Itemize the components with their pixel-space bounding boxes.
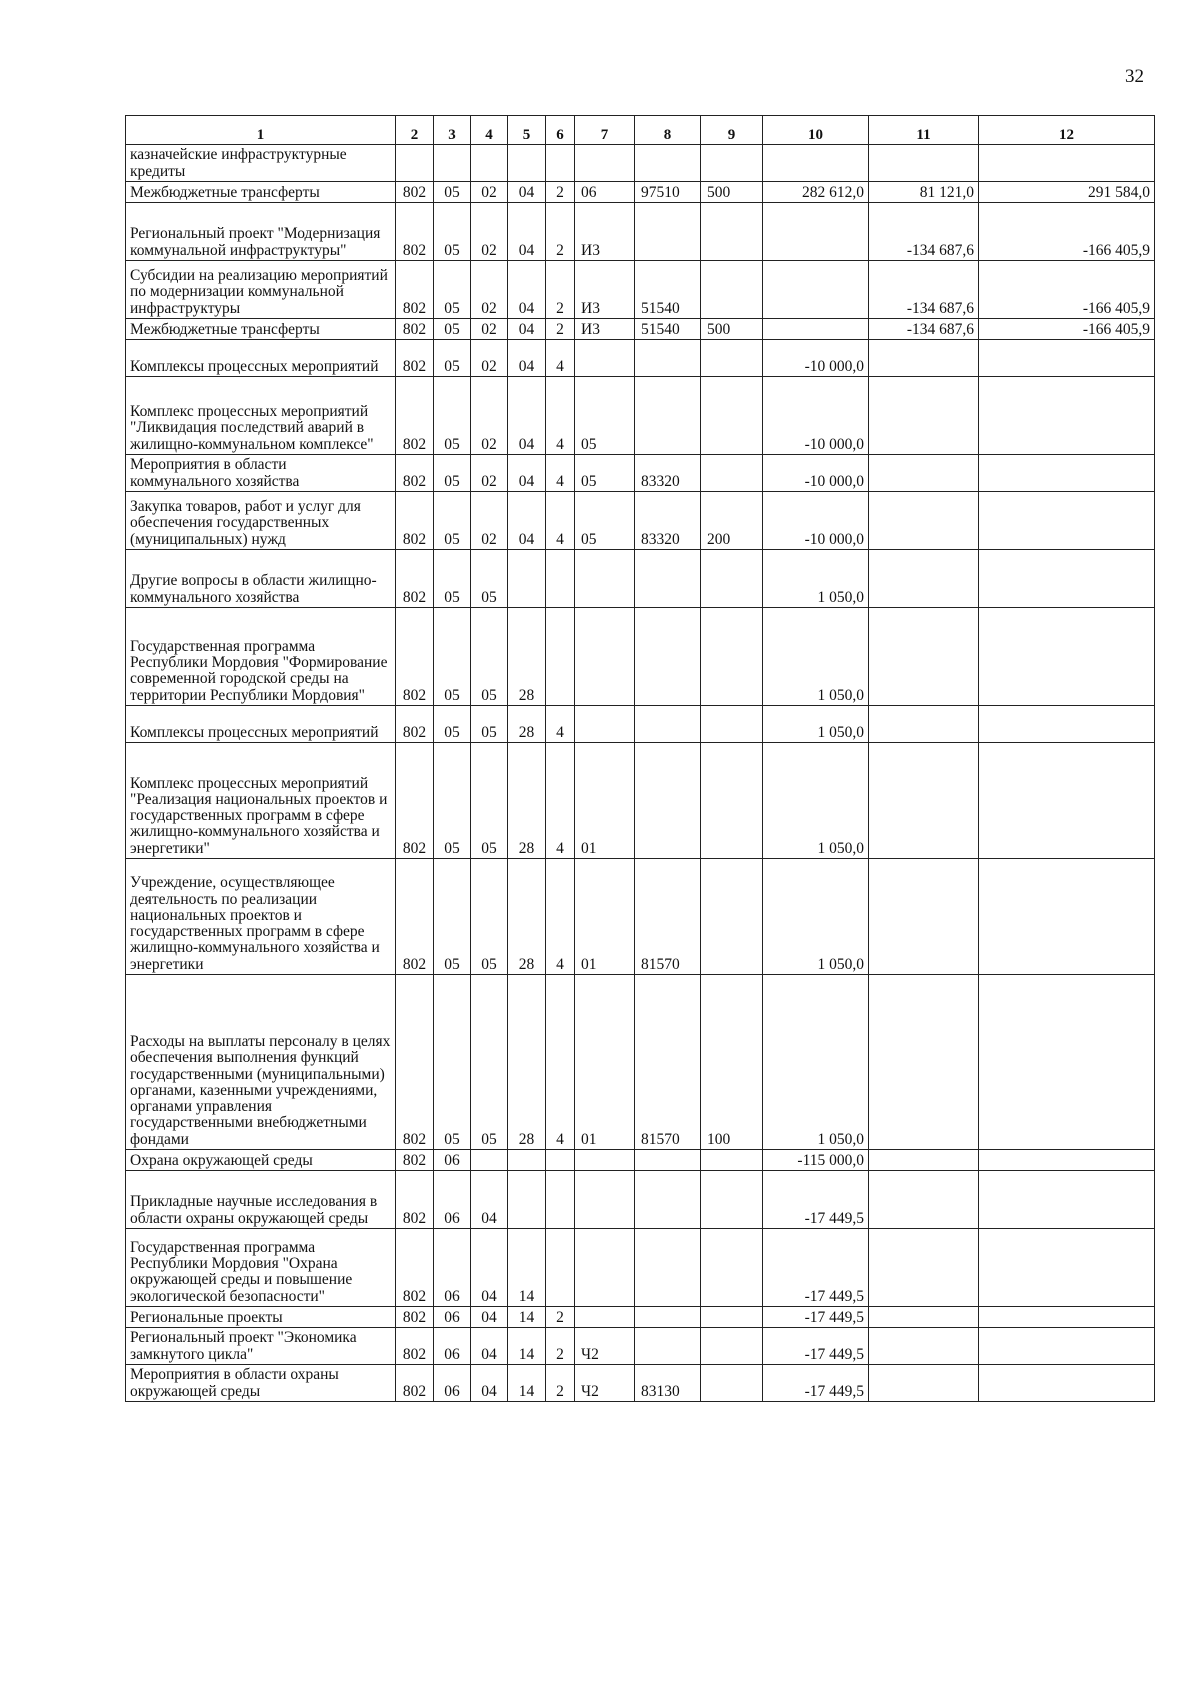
cell-col-8 bbox=[635, 203, 701, 261]
cell-col-12 bbox=[979, 1150, 1155, 1171]
row-name-cell: Мероприятия в области охраны окружающей среды bbox=[126, 1365, 396, 1402]
cell-col-6: 2 bbox=[546, 1328, 575, 1365]
cell-col-2: 802 bbox=[396, 455, 434, 492]
cell-col-3: 05 bbox=[434, 182, 471, 203]
budget-table bbox=[125, 115, 1155, 1402]
cell-col-4: 02 bbox=[471, 319, 508, 340]
header-col-12: 12 bbox=[979, 116, 1155, 145]
cell-col-9 bbox=[701, 455, 763, 492]
cell-col-11: -134 687,6 bbox=[869, 319, 979, 340]
cell-col-10: -17 449,5 bbox=[763, 1229, 869, 1307]
cell-col-11 bbox=[869, 608, 979, 706]
cell-col-7 bbox=[575, 706, 635, 743]
cell-col-7 bbox=[575, 608, 635, 706]
cell-col-5: 28 bbox=[508, 975, 546, 1150]
cell-col-11: -134 687,6 bbox=[869, 261, 979, 319]
table-row bbox=[126, 492, 1155, 550]
row-name-cell: Региональные проекты bbox=[126, 1307, 396, 1328]
cell-col-4: 02 bbox=[471, 377, 508, 455]
table-row bbox=[126, 743, 1155, 859]
row-name-cell: казначейские инфраструктурные кредиты bbox=[126, 145, 396, 182]
cell-col-3: 05 bbox=[434, 340, 471, 377]
cell-col-7: И3 bbox=[575, 203, 635, 261]
cell-col-5 bbox=[508, 550, 546, 608]
cell-col-9 bbox=[701, 261, 763, 319]
row-name-cell: Учреждение, осуществляющее деятельность по реализации национальных проектов и государственных программ в сфере жилищно-коммунального хозяйства и энергетики bbox=[126, 859, 396, 975]
header-col-10: 10 bbox=[763, 116, 869, 145]
cell-col-10: -10 000,0 bbox=[763, 492, 869, 550]
cell-col-12 bbox=[979, 455, 1155, 492]
header-col-3: 3 bbox=[434, 116, 471, 145]
cell-col-2: 802 bbox=[396, 859, 434, 975]
row-name-cell: Межбюджетные трансферты bbox=[126, 182, 396, 203]
cell-col-6: 4 bbox=[546, 340, 575, 377]
header-col-6: 6 bbox=[546, 116, 575, 145]
cell-col-12 bbox=[979, 1328, 1155, 1365]
cell-col-12 bbox=[979, 340, 1155, 377]
cell-col-3: 05 bbox=[434, 859, 471, 975]
header-col-9: 9 bbox=[701, 116, 763, 145]
cell-col-10: 1 050,0 bbox=[763, 859, 869, 975]
cell-col-8: 97510 bbox=[635, 182, 701, 203]
cell-col-11: -134 687,6 bbox=[869, 203, 979, 261]
cell-col-2: 802 bbox=[396, 1328, 434, 1365]
cell-col-6 bbox=[546, 608, 575, 706]
cell-col-7 bbox=[575, 550, 635, 608]
cell-col-9 bbox=[701, 1307, 763, 1328]
table-row bbox=[126, 975, 1155, 1150]
header-col-4: 4 bbox=[471, 116, 508, 145]
cell-col-3: 06 bbox=[434, 1150, 471, 1171]
cell-col-6: 2 bbox=[546, 203, 575, 261]
row-name-cell: Мероприятия в области коммунального хозяйства bbox=[126, 455, 396, 492]
cell-col-7: И3 bbox=[575, 261, 635, 319]
cell-col-10: -10 000,0 bbox=[763, 455, 869, 492]
cell-col-3: 05 bbox=[434, 261, 471, 319]
cell-col-5: 04 bbox=[508, 377, 546, 455]
row-name-cell: Комплексы процессных мероприятий bbox=[126, 340, 396, 377]
cell-col-2: 802 bbox=[396, 182, 434, 203]
cell-col-8 bbox=[635, 608, 701, 706]
cell-col-7: 06 bbox=[575, 182, 635, 203]
cell-col-10: -115 000,0 bbox=[763, 1150, 869, 1171]
cell-col-7: 01 bbox=[575, 975, 635, 1150]
cell-col-8 bbox=[635, 1171, 701, 1229]
cell-col-11 bbox=[869, 706, 979, 743]
cell-col-5: 04 bbox=[508, 182, 546, 203]
header-col-11: 11 bbox=[869, 116, 979, 145]
table-row bbox=[126, 319, 1155, 340]
cell-col-12 bbox=[979, 1307, 1155, 1328]
row-name-cell: Расходы на выплаты персоналу в целях обеспечения выполнения функций государственными (муниципальными) органами, казенными учреждениями, органами управления государственными внебюджетными фондами bbox=[126, 975, 396, 1150]
cell-col-5: 14 bbox=[508, 1365, 546, 1402]
table-row bbox=[126, 1150, 1155, 1171]
cell-col-3 bbox=[434, 145, 471, 182]
cell-col-5: 28 bbox=[508, 706, 546, 743]
cell-col-10 bbox=[763, 145, 869, 182]
row-name-cell: Региональный проект "Модернизация коммунальной инфраструктуры" bbox=[126, 203, 396, 261]
cell-col-2: 802 bbox=[396, 340, 434, 377]
cell-col-4: 02 bbox=[471, 261, 508, 319]
table-row bbox=[126, 1229, 1155, 1307]
cell-col-2: 802 bbox=[396, 706, 434, 743]
cell-col-7: 05 bbox=[575, 455, 635, 492]
cell-col-4: 05 bbox=[471, 608, 508, 706]
cell-col-5 bbox=[508, 1150, 546, 1171]
cell-col-9 bbox=[701, 1328, 763, 1365]
cell-col-2: 802 bbox=[396, 1365, 434, 1402]
cell-col-11 bbox=[869, 145, 979, 182]
cell-col-12 bbox=[979, 975, 1155, 1150]
cell-col-3: 05 bbox=[434, 608, 471, 706]
row-name-cell: Комплекс процессных мероприятий "Реализация национальных проектов и государственных программ в сфере жилищно-коммунального хозяйства и энергетики" bbox=[126, 743, 396, 859]
cell-col-9: 100 bbox=[701, 975, 763, 1150]
cell-col-10 bbox=[763, 319, 869, 340]
cell-col-12 bbox=[979, 608, 1155, 706]
cell-col-5: 28 bbox=[508, 859, 546, 975]
cell-col-2 bbox=[396, 145, 434, 182]
table-row bbox=[126, 550, 1155, 608]
cell-col-12 bbox=[979, 706, 1155, 743]
cell-col-8: 83320 bbox=[635, 492, 701, 550]
row-name-cell: Государственная программа Республики Мордовия "Формирование современной городской среды на территории Республики Мордовия" bbox=[126, 608, 396, 706]
cell-col-10: -17 449,5 bbox=[763, 1328, 869, 1365]
cell-col-4 bbox=[471, 1150, 508, 1171]
cell-col-9 bbox=[701, 340, 763, 377]
cell-col-4: 04 bbox=[471, 1365, 508, 1402]
cell-col-9 bbox=[701, 145, 763, 182]
cell-col-11 bbox=[869, 743, 979, 859]
cell-col-10: -10 000,0 bbox=[763, 377, 869, 455]
cell-col-11 bbox=[869, 1307, 979, 1328]
cell-col-8 bbox=[635, 1229, 701, 1307]
cell-col-7: Ч2 bbox=[575, 1328, 635, 1365]
cell-col-7: 01 bbox=[575, 859, 635, 975]
cell-col-12 bbox=[979, 1171, 1155, 1229]
cell-col-6: 2 bbox=[546, 1365, 575, 1402]
cell-col-8 bbox=[635, 145, 701, 182]
cell-col-6: 4 bbox=[546, 859, 575, 975]
cell-col-8 bbox=[635, 377, 701, 455]
cell-col-7 bbox=[575, 1150, 635, 1171]
cell-col-2: 802 bbox=[396, 1171, 434, 1229]
cell-col-7 bbox=[575, 1229, 635, 1307]
row-name-cell: Региональный проект "Экономика замкнутого цикла" bbox=[126, 1328, 396, 1365]
cell-col-4: 02 bbox=[471, 340, 508, 377]
cell-col-12: -166 405,9 bbox=[979, 319, 1155, 340]
row-name-cell: Субсидии на реализацию мероприятий по модернизации коммунальной инфраструктуры bbox=[126, 261, 396, 319]
row-name-cell: Охрана окружающей среды bbox=[126, 1150, 396, 1171]
cell-col-12 bbox=[979, 1365, 1155, 1402]
page-number: 32 bbox=[1125, 66, 1144, 87]
cell-col-10: 1 050,0 bbox=[763, 975, 869, 1150]
cell-col-4 bbox=[471, 145, 508, 182]
cell-col-3: 05 bbox=[434, 203, 471, 261]
cell-col-10: 1 050,0 bbox=[763, 550, 869, 608]
row-name-cell: Межбюджетные трансферты bbox=[126, 319, 396, 340]
cell-col-6 bbox=[546, 1150, 575, 1171]
table-row bbox=[126, 203, 1155, 261]
cell-col-8 bbox=[635, 1150, 701, 1171]
table-row bbox=[126, 261, 1155, 319]
cell-col-4: 02 bbox=[471, 182, 508, 203]
cell-col-5: 04 bbox=[508, 203, 546, 261]
cell-col-11 bbox=[869, 1150, 979, 1171]
cell-col-5: 04 bbox=[508, 455, 546, 492]
cell-col-3: 05 bbox=[434, 550, 471, 608]
cell-col-10 bbox=[763, 203, 869, 261]
cell-col-7 bbox=[575, 340, 635, 377]
cell-col-6 bbox=[546, 550, 575, 608]
cell-col-11 bbox=[869, 1328, 979, 1365]
row-name-cell: Закупка товаров, работ и услуг для обеспечения государственных (муниципальных) нужд bbox=[126, 492, 396, 550]
cell-col-5: 04 bbox=[508, 261, 546, 319]
row-name-cell: Комплексы процессных мероприятий bbox=[126, 706, 396, 743]
cell-col-10: 1 050,0 bbox=[763, 743, 869, 859]
cell-col-9 bbox=[701, 203, 763, 261]
cell-col-5: 14 bbox=[508, 1229, 546, 1307]
header-col-2: 2 bbox=[396, 116, 434, 145]
cell-col-4: 05 bbox=[471, 859, 508, 975]
cell-col-8: 81570 bbox=[635, 975, 701, 1150]
cell-col-9: 500 bbox=[701, 319, 763, 340]
cell-col-2: 802 bbox=[396, 550, 434, 608]
cell-col-2: 802 bbox=[396, 319, 434, 340]
cell-col-5: 04 bbox=[508, 492, 546, 550]
cell-col-12 bbox=[979, 492, 1155, 550]
cell-col-9 bbox=[701, 1150, 763, 1171]
cell-col-3: 05 bbox=[434, 975, 471, 1150]
cell-col-2: 802 bbox=[396, 261, 434, 319]
cell-col-8 bbox=[635, 1307, 701, 1328]
table-row bbox=[126, 340, 1155, 377]
cell-col-11 bbox=[869, 455, 979, 492]
cell-col-3: 06 bbox=[434, 1307, 471, 1328]
table-row bbox=[126, 455, 1155, 492]
cell-col-6: 2 bbox=[546, 182, 575, 203]
cell-col-10 bbox=[763, 261, 869, 319]
cell-col-7: 05 bbox=[575, 492, 635, 550]
cell-col-12: -166 405,9 bbox=[979, 203, 1155, 261]
cell-col-8 bbox=[635, 550, 701, 608]
cell-col-4: 02 bbox=[471, 455, 508, 492]
cell-col-3: 05 bbox=[434, 743, 471, 859]
cell-col-9 bbox=[701, 608, 763, 706]
cell-col-8: 51540 bbox=[635, 261, 701, 319]
cell-col-9 bbox=[701, 1365, 763, 1402]
cell-col-3: 05 bbox=[434, 455, 471, 492]
cell-col-7: 01 bbox=[575, 743, 635, 859]
cell-col-12 bbox=[979, 859, 1155, 975]
row-name-cell: Комплекс процессных мероприятий "Ликвидация последствий аварий в жилищно-коммунальном комплексе" bbox=[126, 377, 396, 455]
cell-col-11 bbox=[869, 859, 979, 975]
cell-col-4: 05 bbox=[471, 706, 508, 743]
cell-col-6: 2 bbox=[546, 261, 575, 319]
cell-col-6 bbox=[546, 1229, 575, 1307]
cell-col-8 bbox=[635, 1328, 701, 1365]
cell-col-12: -166 405,9 bbox=[979, 261, 1155, 319]
cell-col-9 bbox=[701, 1229, 763, 1307]
cell-col-10: -10 000,0 bbox=[763, 340, 869, 377]
cell-col-6: 4 bbox=[546, 492, 575, 550]
cell-col-4: 02 bbox=[471, 203, 508, 261]
row-name-cell: Другие вопросы в области жилищно-коммунального хозяйства bbox=[126, 550, 396, 608]
cell-col-12: 291 584,0 bbox=[979, 182, 1155, 203]
cell-col-2: 802 bbox=[396, 1150, 434, 1171]
header-col-1: 1 bbox=[126, 116, 396, 145]
row-name-cell: Государственная программа Республики Мордовия "Охрана окружающей среды и повышение экологической безопасности" bbox=[126, 1229, 396, 1307]
cell-col-11 bbox=[869, 1229, 979, 1307]
cell-col-3: 06 bbox=[434, 1365, 471, 1402]
cell-col-6: 4 bbox=[546, 455, 575, 492]
cell-col-4: 02 bbox=[471, 492, 508, 550]
cell-col-10: -17 449,5 bbox=[763, 1365, 869, 1402]
table-row bbox=[126, 1365, 1155, 1402]
table-row bbox=[126, 1307, 1155, 1328]
header-col-8: 8 bbox=[635, 116, 701, 145]
cell-col-4: 04 bbox=[471, 1328, 508, 1365]
cell-col-11 bbox=[869, 377, 979, 455]
cell-col-12 bbox=[979, 145, 1155, 182]
cell-col-5: 04 bbox=[508, 340, 546, 377]
cell-col-7 bbox=[575, 1307, 635, 1328]
cell-col-7 bbox=[575, 145, 635, 182]
table-row bbox=[126, 1328, 1155, 1365]
cell-col-5: 28 bbox=[508, 608, 546, 706]
cell-col-2: 802 bbox=[396, 203, 434, 261]
cell-col-10: 1 050,0 bbox=[763, 706, 869, 743]
cell-col-5 bbox=[508, 145, 546, 182]
header-col-5: 5 bbox=[508, 116, 546, 145]
cell-col-6 bbox=[546, 1171, 575, 1229]
cell-col-9 bbox=[701, 706, 763, 743]
cell-col-4: 04 bbox=[471, 1171, 508, 1229]
cell-col-7: Ч2 bbox=[575, 1365, 635, 1402]
cell-col-6: 4 bbox=[546, 975, 575, 1150]
cell-col-8 bbox=[635, 743, 701, 859]
cell-col-4: 05 bbox=[471, 743, 508, 859]
cell-col-7: И3 bbox=[575, 319, 635, 340]
cell-col-3: 05 bbox=[434, 319, 471, 340]
cell-col-10: -17 449,5 bbox=[763, 1171, 869, 1229]
cell-col-3: 05 bbox=[434, 706, 471, 743]
cell-col-11 bbox=[869, 1365, 979, 1402]
table-row bbox=[126, 706, 1155, 743]
cell-col-2: 802 bbox=[396, 377, 434, 455]
table-row bbox=[126, 182, 1155, 203]
cell-col-2: 802 bbox=[396, 1229, 434, 1307]
cell-col-8: 81570 bbox=[635, 859, 701, 975]
cell-col-5 bbox=[508, 1171, 546, 1229]
header-col-7: 7 bbox=[575, 116, 635, 145]
row-name-cell: Прикладные научные исследования в области охраны окружающей среды bbox=[126, 1171, 396, 1229]
cell-col-4: 05 bbox=[471, 975, 508, 1150]
table-row bbox=[126, 377, 1155, 455]
cell-col-3: 05 bbox=[434, 492, 471, 550]
cell-col-10: -17 449,5 bbox=[763, 1307, 869, 1328]
cell-col-5: 14 bbox=[508, 1328, 546, 1365]
cell-col-4: 04 bbox=[471, 1307, 508, 1328]
cell-col-6: 2 bbox=[546, 1307, 575, 1328]
cell-col-3: 06 bbox=[434, 1171, 471, 1229]
cell-col-9 bbox=[701, 743, 763, 859]
cell-col-6: 2 bbox=[546, 319, 575, 340]
cell-col-2: 802 bbox=[396, 492, 434, 550]
cell-col-4: 05 bbox=[471, 550, 508, 608]
cell-col-9 bbox=[701, 1171, 763, 1229]
cell-col-9: 500 bbox=[701, 182, 763, 203]
cell-col-8 bbox=[635, 706, 701, 743]
cell-col-3: 06 bbox=[434, 1328, 471, 1365]
cell-col-8 bbox=[635, 340, 701, 377]
cell-col-6: 4 bbox=[546, 377, 575, 455]
cell-col-12 bbox=[979, 743, 1155, 859]
cell-col-9 bbox=[701, 550, 763, 608]
cell-col-2: 802 bbox=[396, 1307, 434, 1328]
cell-col-11 bbox=[869, 550, 979, 608]
cell-col-8: 51540 bbox=[635, 319, 701, 340]
cell-col-10: 1 050,0 bbox=[763, 608, 869, 706]
cell-col-6: 4 bbox=[546, 706, 575, 743]
cell-col-10: 282 612,0 bbox=[763, 182, 869, 203]
cell-col-12 bbox=[979, 550, 1155, 608]
cell-col-7 bbox=[575, 1171, 635, 1229]
cell-col-9 bbox=[701, 377, 763, 455]
table-body bbox=[126, 145, 1155, 1402]
cell-col-12 bbox=[979, 1229, 1155, 1307]
cell-col-11 bbox=[869, 492, 979, 550]
cell-col-11 bbox=[869, 975, 979, 1150]
cell-col-2: 802 bbox=[396, 975, 434, 1150]
cell-col-11: 81 121,0 bbox=[869, 182, 979, 203]
cell-col-7: 05 bbox=[575, 377, 635, 455]
table-row bbox=[126, 145, 1155, 182]
cell-col-12 bbox=[979, 377, 1155, 455]
table-header bbox=[126, 116, 1155, 145]
cell-col-3: 05 bbox=[434, 377, 471, 455]
cell-col-5: 28 bbox=[508, 743, 546, 859]
cell-col-8: 83320 bbox=[635, 455, 701, 492]
cell-col-11 bbox=[869, 1171, 979, 1229]
cell-col-6: 4 bbox=[546, 743, 575, 859]
cell-col-9 bbox=[701, 859, 763, 975]
cell-col-11 bbox=[869, 340, 979, 377]
cell-col-5: 04 bbox=[508, 319, 546, 340]
table-row bbox=[126, 1171, 1155, 1229]
cell-col-9: 200 bbox=[701, 492, 763, 550]
cell-col-2: 802 bbox=[396, 743, 434, 859]
cell-col-4: 04 bbox=[471, 1229, 508, 1307]
cell-col-2: 802 bbox=[396, 608, 434, 706]
cell-col-5: 14 bbox=[508, 1307, 546, 1328]
cell-col-8: 83130 bbox=[635, 1365, 701, 1402]
table-row bbox=[126, 859, 1155, 975]
table-row bbox=[126, 608, 1155, 706]
cell-col-3: 06 bbox=[434, 1229, 471, 1307]
cell-col-6 bbox=[546, 145, 575, 182]
